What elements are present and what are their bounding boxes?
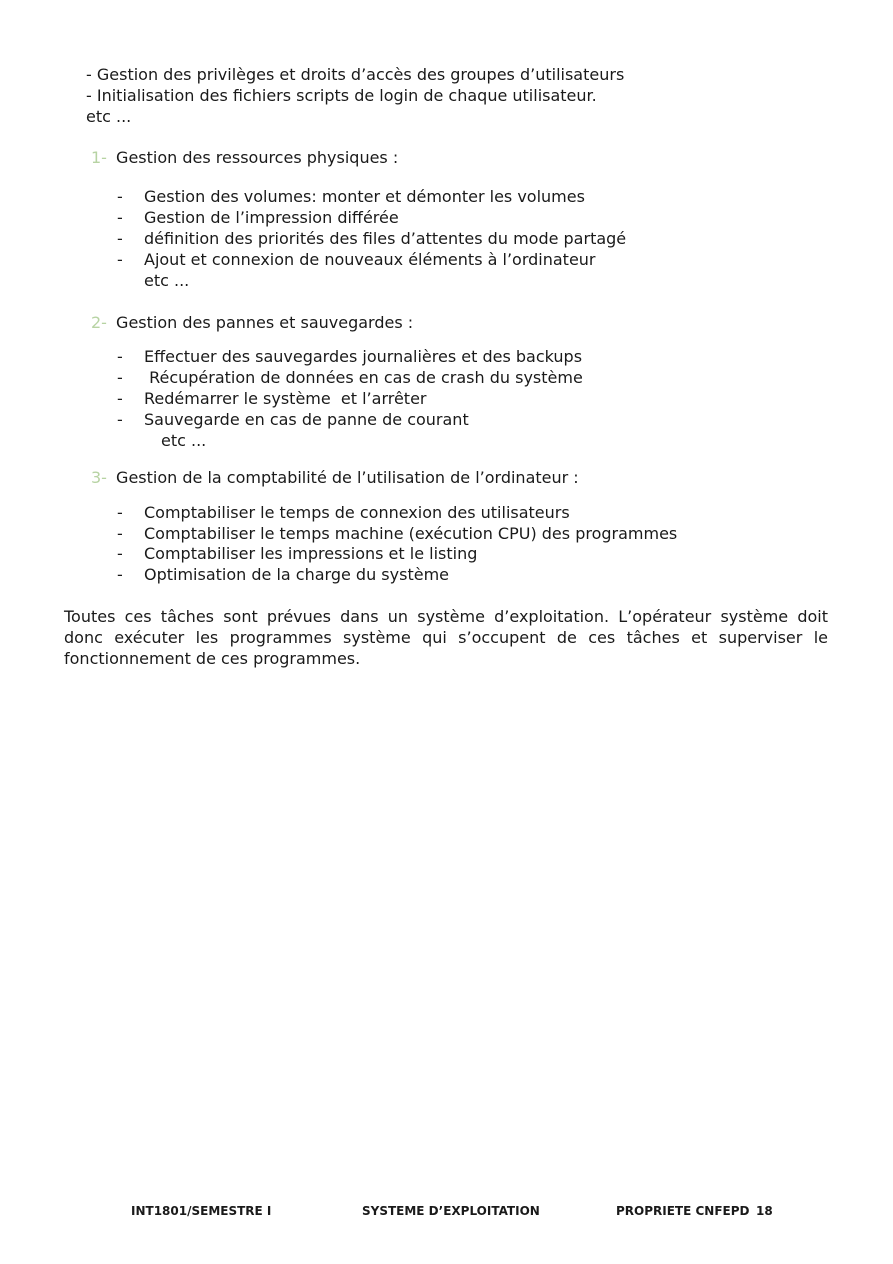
bullet-dash: - — [117, 229, 123, 248]
list-item-text: Gestion des volumes: monter et démonter les volumes — [144, 187, 585, 206]
list-item-text: Récupération de données en cas de crash du système — [144, 368, 583, 387]
bullet-dash: - — [117, 250, 123, 269]
list-item-text: Redémarrer le système et l’arrêter — [144, 389, 427, 408]
bullet-dash: - — [117, 524, 123, 543]
list-item-text: Optimisation de la charge du système — [144, 565, 449, 584]
bullet-dash: - — [117, 389, 123, 408]
list-item-text: Ajout et connexion de nouveaux éléments à l’ordinateur — [144, 250, 596, 269]
intro-line: - Initialisation des fichiers scripts de login de chaque utilisateur. — [86, 86, 597, 105]
bullet-dash: - — [117, 347, 123, 366]
bullet-dash: - — [117, 208, 123, 227]
intro-line: - Gestion des privilèges et droits d’accès des groupes d’utilisateurs — [86, 65, 625, 84]
list-item — [117, 228, 626, 249]
bullet-dash: - — [117, 503, 123, 522]
section-number: 1- — [91, 148, 107, 167]
paragraph-line: fonctionnement de ces programmes. — [64, 649, 361, 668]
list-item — [117, 409, 469, 430]
section-number: 3- — [91, 468, 107, 487]
bullet-dash: - — [117, 410, 123, 429]
footer-subject: SYSTEME D’EXPLOITATION — [362, 1204, 540, 1218]
list-item-text: Comptabiliser le temps machine (exécution CPU) des programmes — [144, 524, 678, 543]
list-item-text: Gestion de l’impression différée — [144, 208, 399, 227]
list-item-text: définition des priorités des files d’attentes du mode partagé — [144, 229, 627, 248]
section-title: Gestion de la comptabilité de l’utilisation de l’ordinateur : — [116, 468, 579, 487]
bullet-dash: - — [117, 368, 123, 387]
footer-course: INT1801/SEMESTRE I — [131, 1204, 272, 1218]
list-item — [117, 388, 427, 409]
bullet-dash: - — [117, 544, 123, 563]
list-item — [117, 207, 399, 228]
section-heading — [91, 467, 579, 488]
section-etc: etc ... — [144, 271, 190, 290]
list-item-text: Comptabiliser le temps de connexion des utilisateurs — [144, 503, 570, 522]
list-item — [117, 346, 582, 367]
intro-etc: etc ... — [86, 107, 132, 126]
section-heading — [91, 147, 398, 168]
conclusion-paragraph — [64, 606, 828, 669]
section-title: Gestion des ressources physiques : — [116, 148, 399, 167]
list-item — [117, 249, 596, 270]
section-etc: etc ... — [161, 431, 207, 450]
page-number: 18 — [756, 1204, 773, 1218]
list-item — [117, 564, 449, 585]
footer-owner: PROPRIETE CNFEPD — [616, 1204, 750, 1218]
list-item — [117, 502, 570, 523]
section-number: 2- — [91, 313, 107, 332]
list-item-text: Sauvegarde en cas de panne de courant — [144, 410, 469, 429]
paragraph-line: donc exécuter les programmes système qui s’occupent de ces tâches et superviser le — [64, 628, 828, 647]
list-item — [117, 523, 677, 544]
section-title: Gestion des pannes et sauvegardes : — [116, 313, 414, 332]
paragraph-line: Toutes ces tâches sont prévues dans un système d’exploitation. L’opérateur système doit — [64, 607, 828, 626]
bullet-dash: - — [117, 187, 123, 206]
list-item — [117, 543, 477, 564]
list-item — [117, 186, 585, 207]
bullet-dash: - — [117, 565, 123, 584]
list-item-text: Comptabiliser les impressions et le listing — [144, 544, 478, 563]
list-item — [117, 367, 583, 388]
list-item-text: Effectuer des sauvegardes journalières et des backups — [144, 347, 583, 366]
section-heading — [91, 312, 413, 333]
